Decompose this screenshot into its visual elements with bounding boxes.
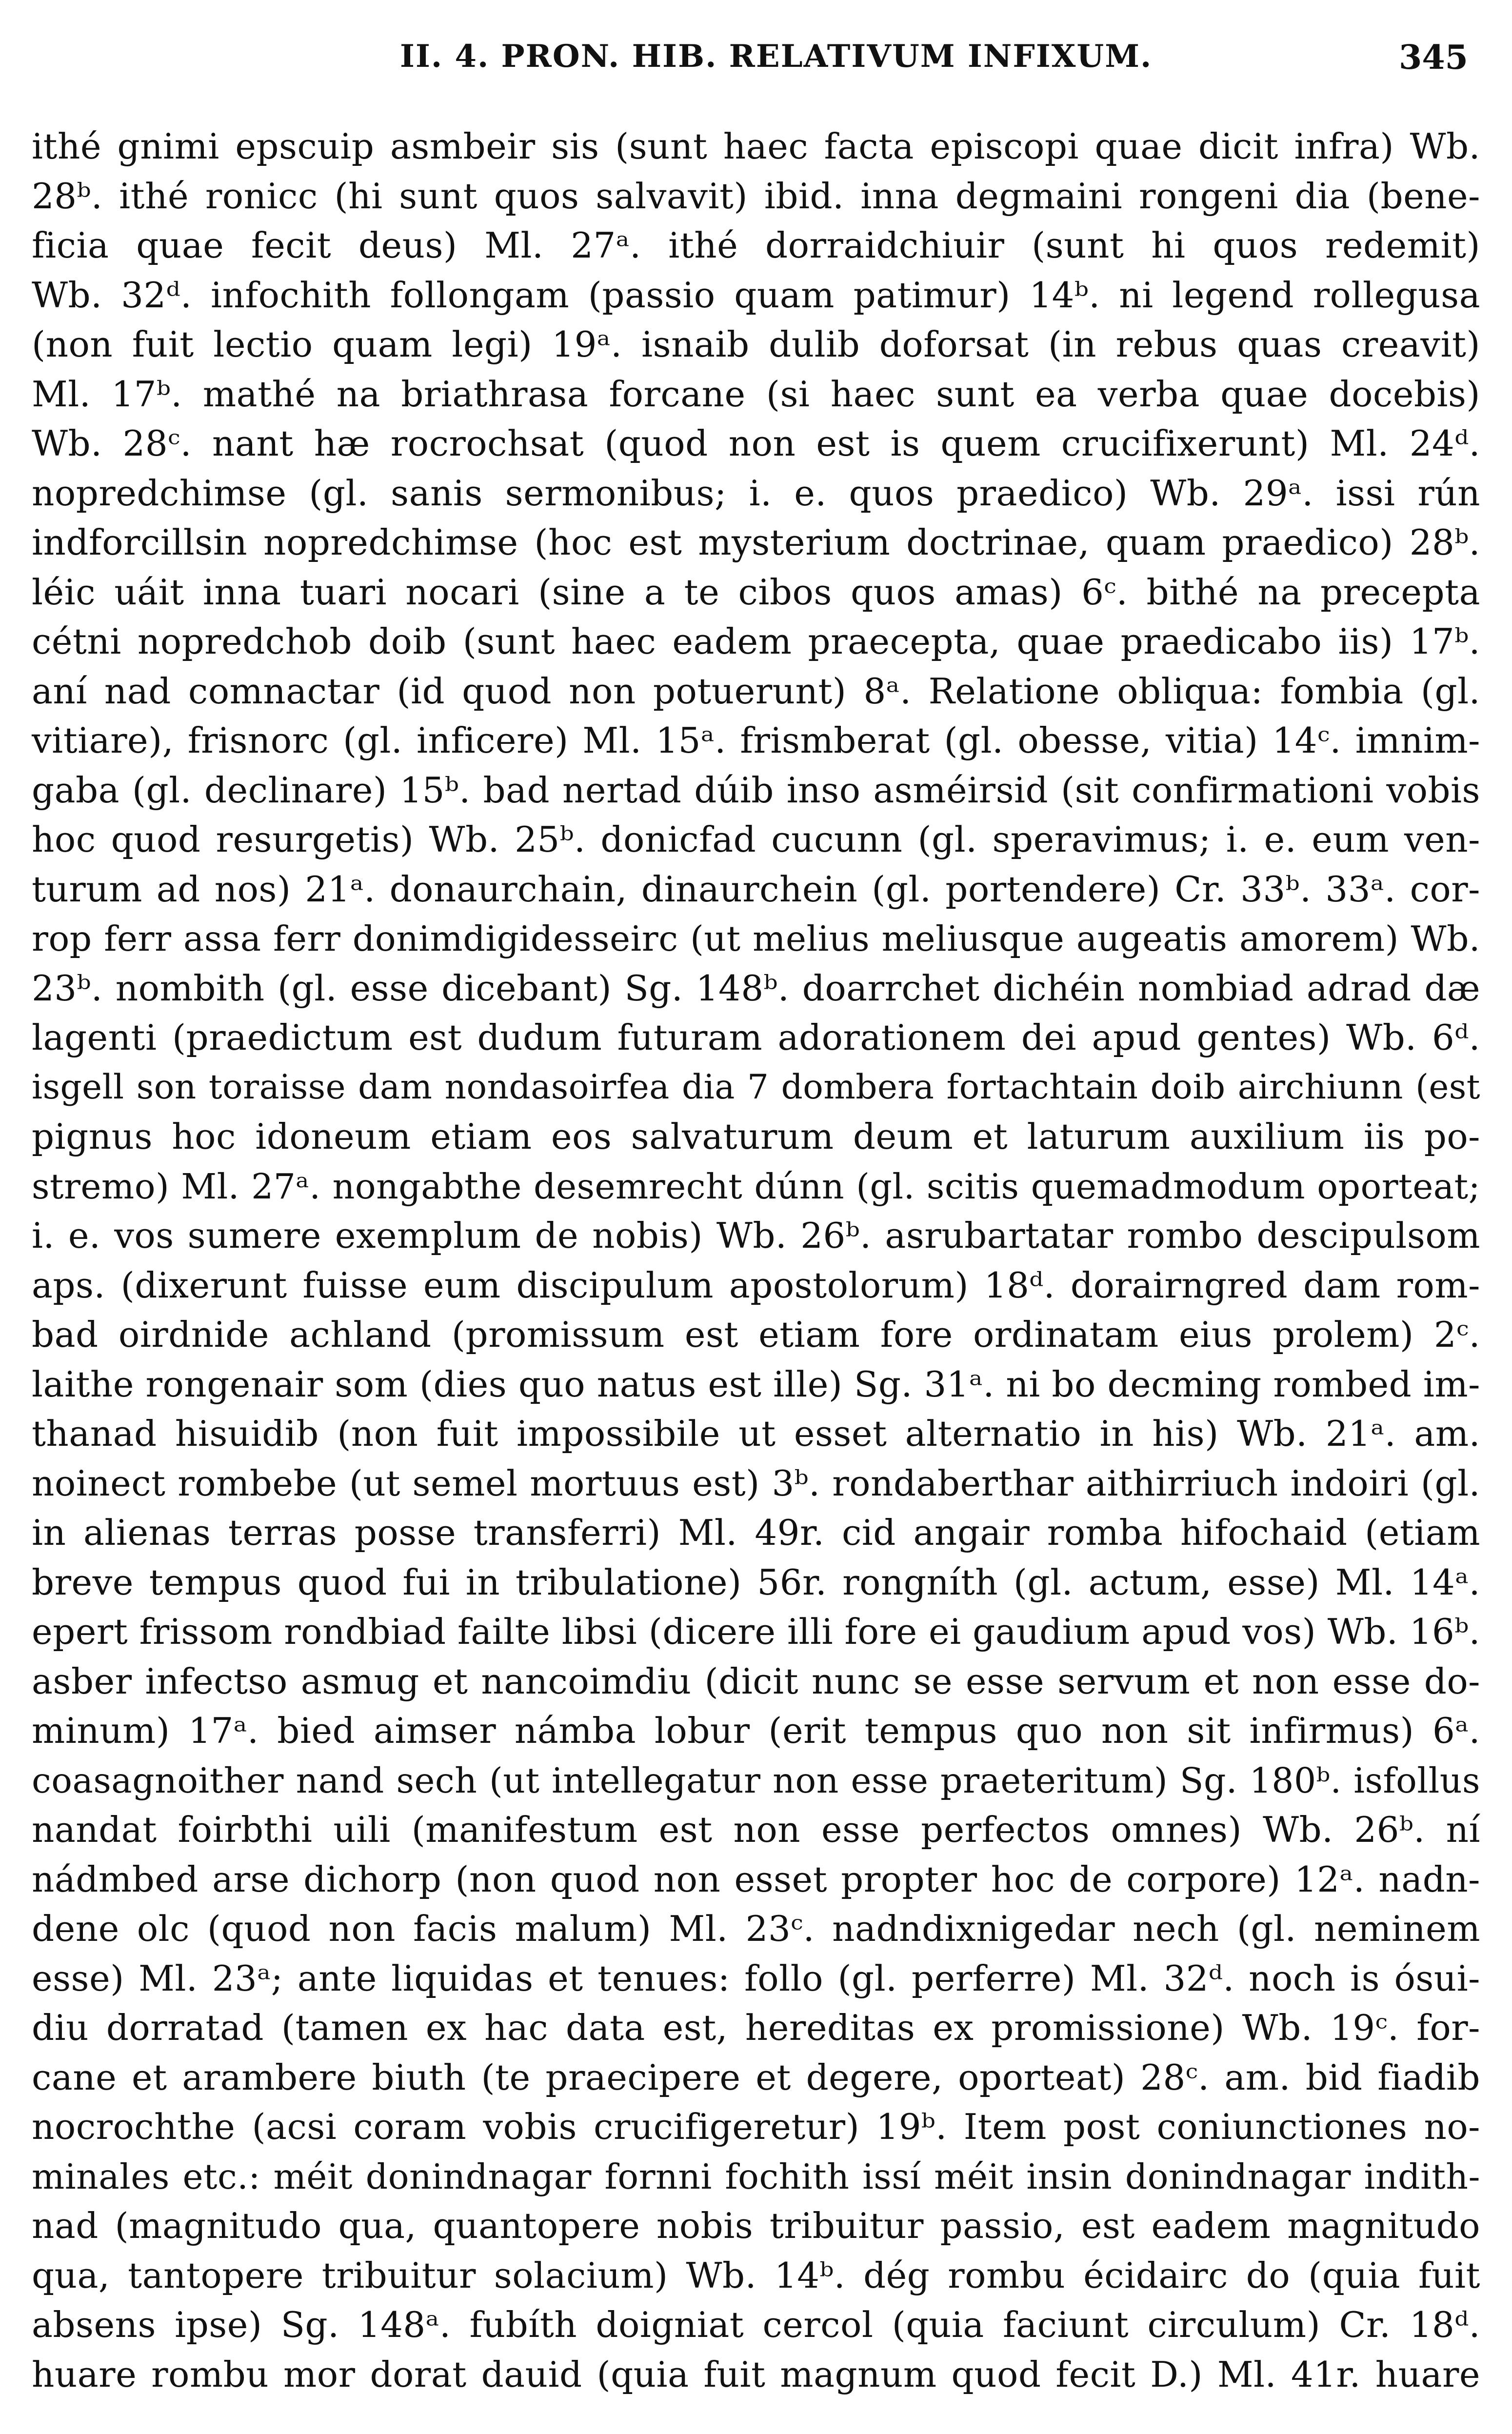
text-line: lagenti (praedictum est dudum futuram adorationem dei apud gentes) Wb. 6ᵈ. <box>32 1017 1480 1058</box>
text-line: laithe rongenair som (dies quo natus est ille) Sg. 31ᵃ. ni bo decming rombed im- <box>32 1363 1480 1405</box>
text-line: thanad hisuidib (non fuit impossibile ut esset alternatio in his) Wb. 21ᵃ. am. <box>32 1413 1480 1454</box>
text-line: huare rombu mor dorat dauid (quia fuit magnum quod fecit D.) Ml. 41r. huare <box>32 2354 1480 2395</box>
text-line: absens ipse) Sg. 148ᵃ. fubíth doigniat cercol (quia faciunt circulum) Cr. 18ᵈ. <box>32 2304 1480 2345</box>
text-line: epert frissom rondbiad failte libsi (dicere illi fore ei gaudium apud vos) Wb. 16ᵇ. <box>32 1611 1480 1652</box>
text-line: i. e. vos sumere exemplum de nobis) Wb. 26ᵇ. asrubartatar rombo descipulsom <box>32 1215 1480 1256</box>
text-line: ithé gnimi epscuip asmbeir sis (sunt haec facta episcopi quae dicit infra) Wb. <box>32 126 1480 167</box>
text-line: in alienas terras posse transferri) Ml. 49r. cid angair romba hifochaid (etiam <box>32 1512 1480 1553</box>
text-line: 23ᵇ. nombith (gl. esse dicebant) Sg. 148ᵇ. doarrchet dichéin nombiad adrad dæ <box>32 967 1480 1009</box>
running-title: II. 4. PRON. HIB. RELATIVUM INFIXUM. <box>400 38 1153 75</box>
text-line: diu dorratad (tamen ex hac data est, hereditas ex promissione) Wb. 19ᶜ. for- <box>32 2007 1480 2048</box>
text-body <box>32 122 1480 2399</box>
text-line: cétni nopredchob doib (sunt haec eadem praecepta, quae praedicabo iis) 17ᵇ. <box>32 621 1480 662</box>
text-line: nopredchimse (gl. sanis sermonibus; i. e. quos praedico) Wb. 29ᵃ. issi rún <box>32 472 1480 514</box>
text-line: rop ferr assa ferr donimdigidesseirc (ut melius meliusque augeatis amorem) Wb. <box>32 918 1480 959</box>
text-line: dene olc (quod non facis malum) Ml. 23ᶜ. nadndixnigedar nech (gl. neminem <box>32 1908 1480 1949</box>
text-line: 28ᵇ. ithé ronicc (hi sunt quos salvavit) ibid. inna degmaini rongeni dia (bene- <box>32 175 1480 217</box>
text-line: turum ad nos) 21ᵃ. donaurchain, dinaurchein (gl. portendere) Cr. 33ᵇ. 33ᵃ. cor- <box>32 868 1480 910</box>
text-line: nádmbed arse dichorp (non quod non esset propter hoc de corpore) 12ᵃ. nadn- <box>32 1858 1480 1900</box>
text-line: qua, tantopere tribuitur solacium) Wb. 14ᵇ. dég rombu écidairc do (quia fuit <box>32 2254 1480 2296</box>
text-line: stremo) Ml. 27ᵃ. nongabthe desemrecht dúnn (gl. scitis quemadmodum oporteat; <box>32 1166 1480 1207</box>
text-line: aní nad comnactar (id quod non potuerunt) 8ᵃ. Relatione obliqua: fombia (gl. <box>32 670 1480 712</box>
text-line: asber infectso asmug et nancoimdiu (dicit nunc se esse servum et non esse do- <box>32 1660 1480 1702</box>
text-line: coasagnoither nand sech (ut intellegatur non esse praeteritum) Sg. 180ᵇ. isfollus <box>32 1760 1480 1801</box>
page-number: 345 <box>1399 38 1468 77</box>
text-line: nocrochthe (acsi coram vobis crucifigeretur) 19ᵇ. Item post coniunctiones no- <box>32 2106 1480 2147</box>
text-line: Ml. 17ᵇ. mathé na briathrasa forcane (si haec sunt ea verba quae docebis) <box>32 373 1480 415</box>
text-line: hoc quod resurgetis) Wb. 25ᵇ. donicfad cucunn (gl. speravimus; i. e. eum ven- <box>32 819 1480 860</box>
text-line: noinect rombebe (ut semel mortuus est) 3ᵇ. rondaberthar aithirriuch indoiri (gl. <box>32 1462 1480 1504</box>
text-line: Wb. 32ᵈ. infochith follongam (passio quam patimur) 14ᵇ. ni legend rollegusa <box>32 274 1480 316</box>
text-line: minales etc.: méit donindnagar fornni fochith issí méit insin donindnagar indith- <box>32 2156 1480 2197</box>
text-line: minum) 17ᵃ. bied aimser námba lobur (erit tempus quo non sit infirmus) 6ᵃ. <box>32 1710 1480 1751</box>
text-line: isgell son toraisse dam nondasoirfea dia 7 dombera fortachtain doib airchiunn (est <box>32 1067 1480 1107</box>
text-line: pignus hoc idoneum etiam eos salvaturum deum et laturum auxilium iis po- <box>32 1116 1480 1157</box>
text-line: cane et arambere biuth (te praecipere et degere, oporteat) 28ᶜ. am. bid fiadib <box>32 2056 1480 2098</box>
text-line: vitiare), frisnorc (gl. inficere) Ml. 15ᵃ. frismberat (gl. obesse, vitia) 14ᶜ. imnim- <box>32 720 1480 761</box>
text-line: (non fuit lectio quam legi) 19ᵃ. isnaib dulib doforsat (in rebus quas creavit) <box>32 324 1480 365</box>
text-line: nad (magnitudo qua, quantopere nobis tribuitur passio, est eadem magnitudo <box>32 2205 1480 2246</box>
text-line: gaba (gl. declinare) 15ᵇ. bad nertad dúib inso asméirsid (sit confirmationi vobis <box>32 769 1480 811</box>
text-line: breve tempus quod fui in tribulatione) 56r. rongníth (gl. actum, esse) Ml. 14ᵃ. <box>32 1561 1480 1603</box>
text-line: léic uáit inna tuari nocari (sine a te cibos quos amas) 6ᶜ. bithé na precepta <box>32 571 1480 613</box>
text-line: nandat foirbthi uili (manifestum est non esse perfectos omnes) Wb. 26ᵇ. ní <box>32 1809 1480 1850</box>
text-line: esse) Ml. 23ᵃ; ante liquidas et tenues: follo (gl. perferre) Ml. 32ᵈ. noch is ósui- <box>32 1957 1480 1999</box>
text-line: ficia quae fecit deus) Ml. 27ᵃ. ithé dorraidchiuir (sunt hi quos redemit) <box>32 225 1480 266</box>
text-line: Wb. 28ᶜ. nant hæ rocrochsat (quod non est is quem crucifixerunt) Ml. 24ᵈ. <box>32 423 1480 464</box>
text-line: bad oirdnide achland (promissum est etiam fore ordinatam eius prolem) 2ᶜ. <box>32 1314 1480 1355</box>
text-line: indforcillsin nopredchimse (hoc est mysterium doctrinae, quam praedico) 28ᵇ. <box>32 522 1480 563</box>
running-head <box>39 38 1473 92</box>
text-line: aps. (dixerunt fuisse eum discipulum apostolorum) 18ᵈ. dorairngred dam rom- <box>32 1264 1480 1306</box>
